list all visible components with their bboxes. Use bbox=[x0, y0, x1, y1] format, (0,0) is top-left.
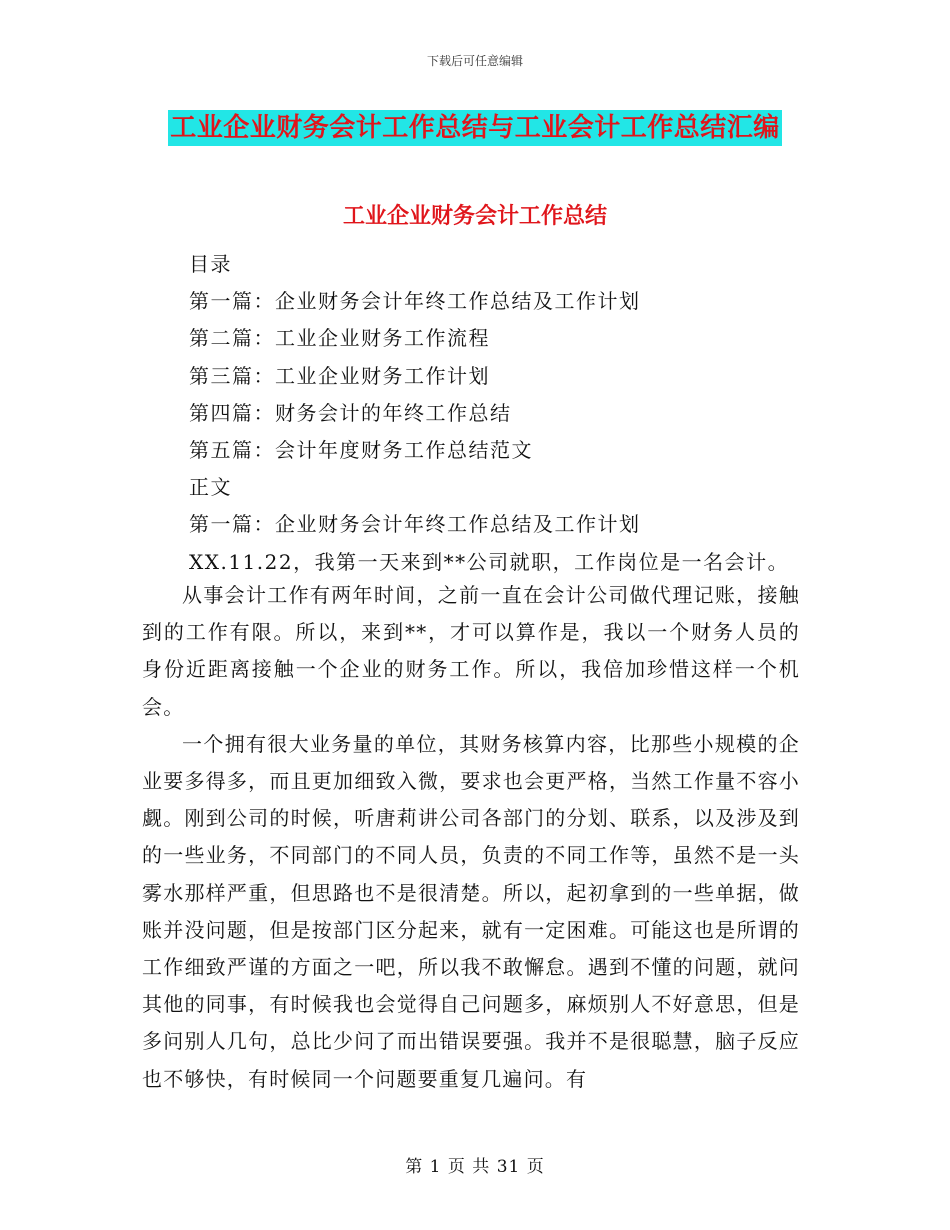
toc-item: 第四篇：财务会计的年终工作总结 bbox=[189, 400, 512, 425]
body-text bbox=[142, 577, 800, 1098]
paragraph: 一个拥有很大业务量的单位，其财务核算内容，比那些小规模的企业要多得多，而且更加细致入微，要求也会更严格，当然工作量不容小觑。刚到公司的时候，听唐莉讲公司各部门的分划、联系，以及涉及到的一些业务，不同部门的不同人员，负责的不同工作等，虽然不是一头雾水那样严重，但思路也不是很清楚。所以，起初拿到的一些单据，做账并没问题，但是按部门区分起来，就有一定困难。可能这也是所谓的工作细致严谨的方面之一吧，所以我不敢懈怠。遇到不懂的问题，就问其他的同事，有时候我也会觉得自己问题多，麻烦别人不好意思，但是多问别人几句，总比少问了而出错误要强。我并不是很聪慧，脑子反应也不够快，有时候同一个问题要重复几遍问。有 bbox=[142, 731, 800, 1091]
section-subtitle: 工业企业财务会计工作总结 bbox=[342, 204, 607, 229]
toc-heading: 目录 bbox=[189, 252, 232, 276]
first-line: XX.11.22，我第一天来到**公司就职，工作岗位是一名会计。 bbox=[189, 549, 790, 574]
document-title-wrapper bbox=[0, 110, 950, 146]
toc-item: 第二篇：工业企业财务工作流程 bbox=[189, 326, 490, 351]
table-of-contents bbox=[189, 246, 809, 581]
toc-item: 第三篇：工业企业财务工作计划 bbox=[189, 363, 490, 388]
toc-item: 第一篇：企业财务会计年终工作总结及工作计划 bbox=[189, 289, 641, 314]
toc-item: 第五篇：会计年度财务工作总结范文 bbox=[189, 438, 533, 463]
paragraph: 从事会计工作有两年时间，之前一直在会计公司做代理记账，接触到的工作有限。所以，来到**，才可以算作是，我以一个财务人员的身份近距离接触一个企业的财务工作。所以，我倍加珍惜这样一个机会。 bbox=[142, 583, 800, 719]
page-header-note: 下载后可任意编辑 bbox=[426, 54, 523, 68]
body-heading: 正文 bbox=[189, 475, 232, 500]
page-number: 第 1 页 共 31 页 bbox=[405, 1157, 545, 1177]
document-title: 工业企业财务会计工作总结与工业会计工作总结汇编 bbox=[168, 110, 782, 146]
chapter-title: 第一篇：企业财务会计年终工作总结及工作计划 bbox=[189, 512, 641, 537]
